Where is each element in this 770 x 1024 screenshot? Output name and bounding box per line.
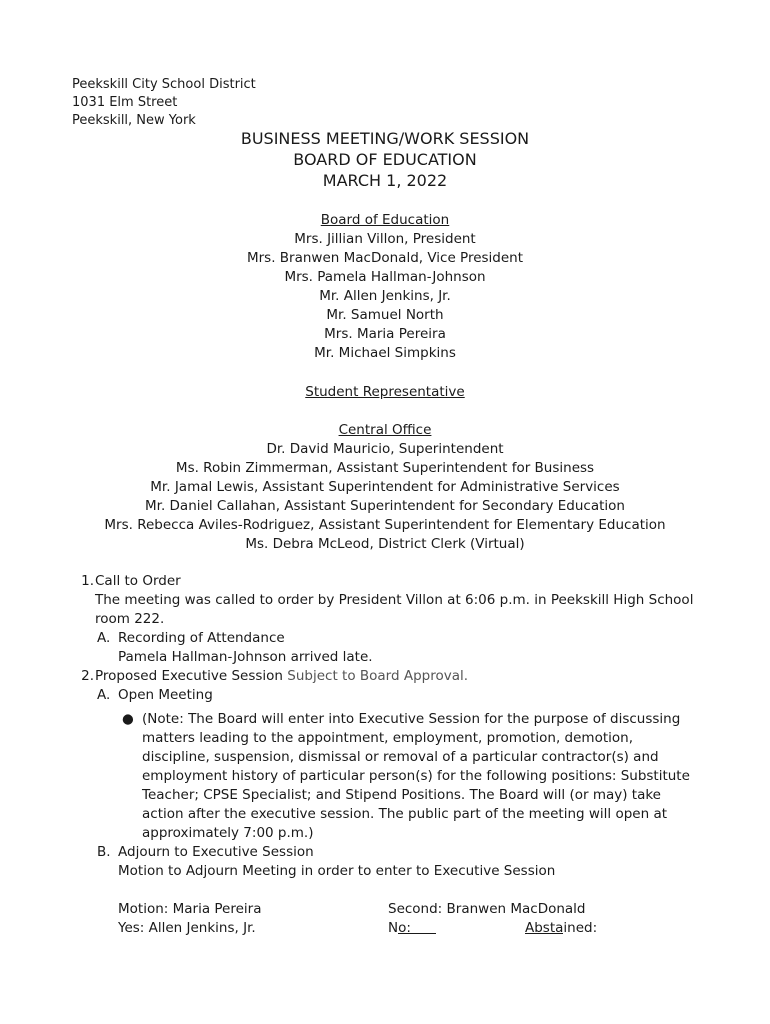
agenda-item-1 [60,572,750,591]
board-heading: Board of Education [320,212,450,228]
subitem-title: Recording of Attendance [118,630,285,646]
note-line: approximately 7:00 p.m.) [142,825,314,841]
no-blank [398,919,436,934]
central-member: Mrs. Rebecca Aviles-Rodriguez, Assistant Superintendent for Elementary Education [104,517,666,533]
abstained-blank [525,919,563,934]
note-bullet [60,710,750,843]
board-member: Mr. Michael Simpkins [314,345,456,361]
subitem-text: Pamela Hallman-Johnson arrived late. [118,649,373,665]
board-member: Mrs. Maria Pereira [324,326,446,342]
subitem-title: Adjourn to Executive Session [118,844,314,860]
central-member: Dr. David Mauricio, Superintendent [266,441,504,457]
title-line-1: BUSINESS MEETING/WORK SESSION [240,129,530,148]
central-member: Mr. Daniel Callahan, Assistant Superintendent for Secondary Education [145,498,625,514]
agenda [60,572,750,938]
item-subtitle: Subject to Board Approval. [287,668,469,684]
item-number: 2. [81,668,94,684]
student-heading: Student Representative [305,384,465,400]
item-title-line [60,667,750,686]
no-text: No: [388,920,411,936]
board-member: Mr. Allen Jenkins, Jr. [319,288,451,304]
vote-row-motion [60,900,750,919]
subitem-a [60,686,750,705]
subitem-text: Motion to Adjourn Meeting in order to enter to Executive Session [118,863,556,879]
subitem-title: Open Meeting [118,687,213,703]
board-member: Mrs. Jillian Villon, President [294,231,476,247]
district-name: Peekskill City School District [72,77,256,92]
board-member: Mrs. Branwen MacDonald, Vice President [246,250,524,266]
board-section [0,211,770,363]
central-heading: Central Office [338,422,432,438]
bullet-icon: ● [122,711,134,727]
subitem-label: A. [97,687,111,703]
district-address [72,76,256,130]
vote-row-tally [60,919,750,938]
item-title: Call to Order [95,573,181,589]
abstained-text: Abstained: [525,920,598,936]
meeting-title [0,128,770,191]
item-text: room 222. [95,611,165,627]
student-section [0,383,770,402]
motion-text: Motion: Maria Pereira [118,901,262,917]
subitem-b [60,843,750,862]
second-text: Second: Branwen MacDonald [388,901,586,917]
central-office-section [0,421,770,554]
central-member: Ms. Robin Zimmerman, Assistant Superintendent for Business [175,460,595,476]
note-line: (Note: The Board will enter into Executive Session for the purpose of discussing [142,711,681,727]
subitem-label: A. [97,630,111,646]
note-line: Teacher; CPSE Specialist; and Stipend Positions. The Board will (or may) take [142,787,661,803]
title-line-2: BOARD OF EDUCATION [293,150,477,169]
subitem-label: B. [97,844,111,860]
board-member: Mr. Samuel North [326,307,444,323]
note-line: discipline, suspension, dismissal or removal of a particular contractor(s) and [142,749,659,765]
board-member: Mrs. Pamela Hallman-Johnson [284,269,486,285]
yes-text: Yes: Allen Jenkins, Jr. [118,920,256,936]
subitem-a [60,629,750,648]
note-line: action after the executive session. The public part of the meeting will open at [142,806,668,822]
district-city: Peekskill, New York [72,113,196,128]
item-title: Proposed Executive Session [95,668,283,684]
agenda-item-2 [60,667,750,686]
note-line: employment history of particular person(s) for the following positions: Substitute [142,768,690,784]
title-line-3: MARCH 1, 2022 [322,171,448,190]
central-member: Mr. Jamal Lewis, Assistant Superintendent for Administrative Services [150,479,620,495]
item-text: The meeting was called to order by President Villon at 6:06 p.m. in Peekskill High School [95,592,694,608]
note-line: matters leading to the appointment, employment, promotion, demotion, [142,730,633,746]
item-number: 1. [81,573,94,589]
district-street: 1031 Elm Street [72,95,178,110]
central-member: Ms. Debra McLeod, District Clerk (Virtual) [245,536,525,552]
